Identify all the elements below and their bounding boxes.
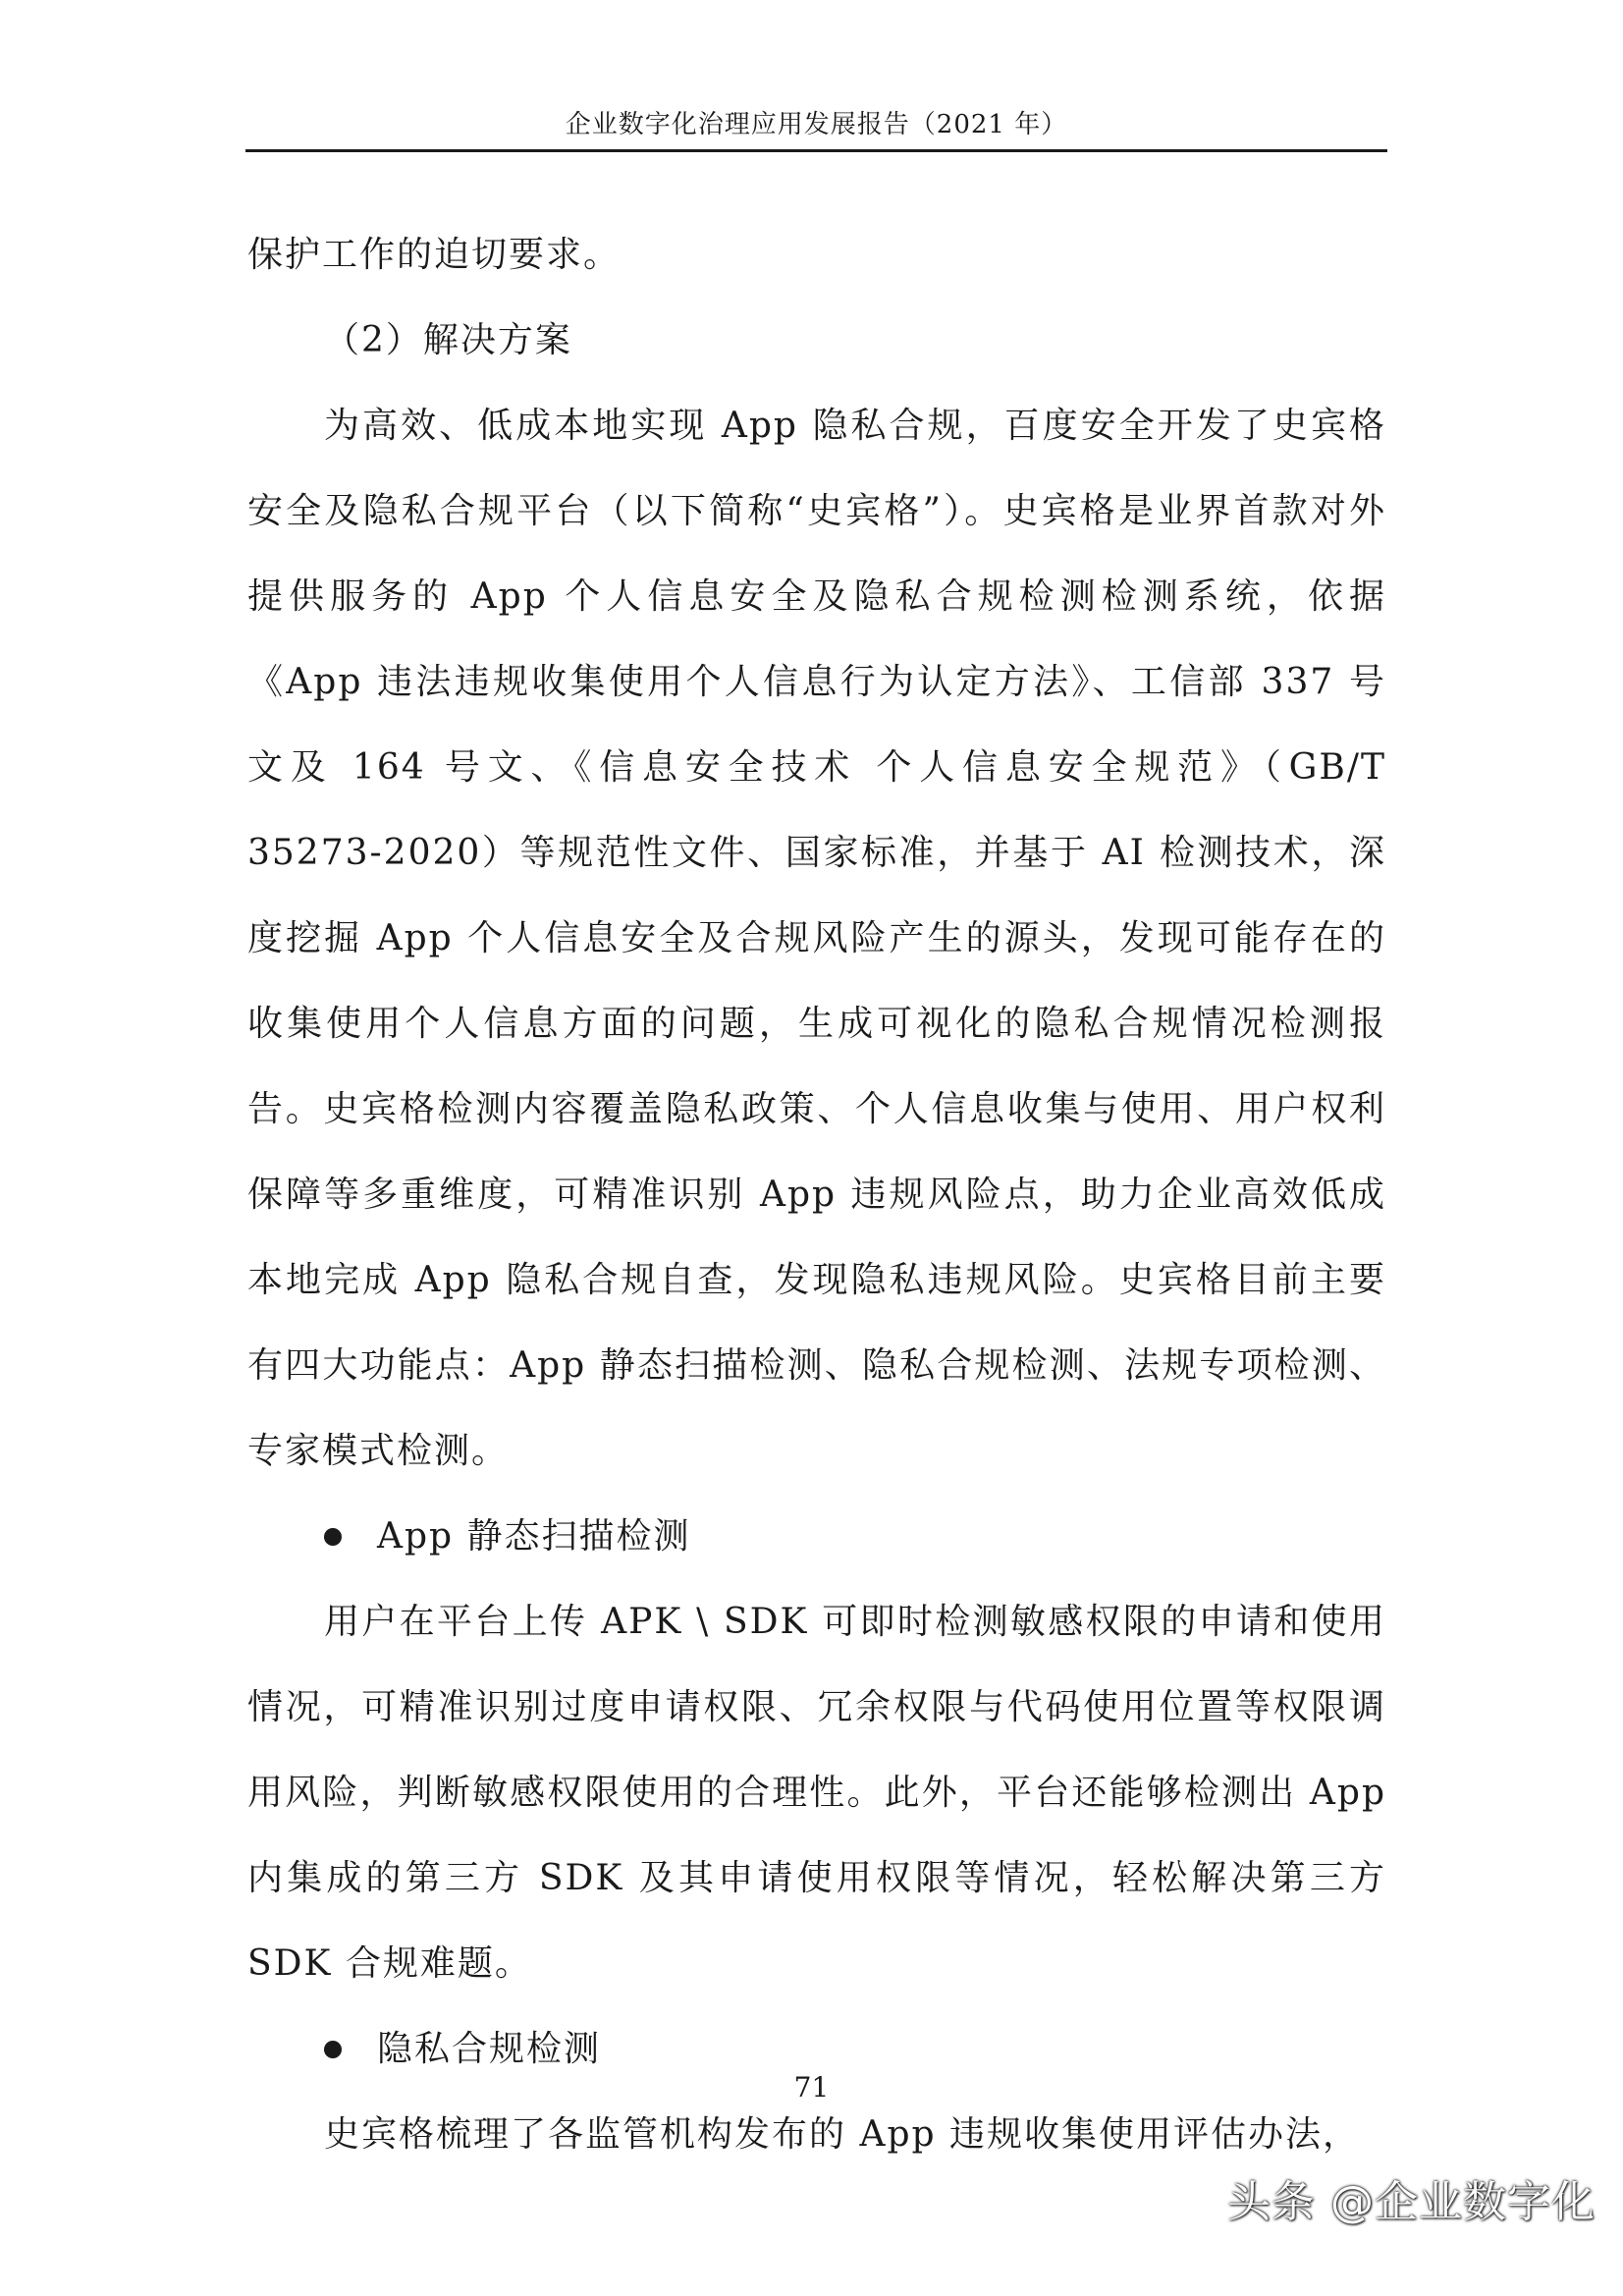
bullet-label: 隐私合规检测 (377, 2029, 602, 2069)
page-number: 71 (793, 2071, 830, 2104)
bullet-label: App 静态扫描检测 (377, 1516, 691, 1557)
bullet-dot-icon (324, 1528, 342, 1546)
section-subheading: （2）解决方案 (324, 320, 572, 360)
bullet-item-static-scan (247, 1494, 1386, 1579)
paragraph-continuation: 保护工作的迫切要求。 (247, 235, 622, 275)
bullet-dot-icon (324, 2041, 342, 2058)
page-body (247, 212, 1386, 2177)
paragraph-static-scan: 用户在平台上传 APK \ SDK 可即时检测敏感权限的申请和使用情况，可精准识别过度申请权限、冗余权限与代码使用位置等权限调用风险，判断敏感权限使用的合理性。此外，平台还能够检测出 App 内集成的第三方 SDK 及其申请使用权限等情况，轻松解决第三方 SDK 合规难题。 (247, 1602, 1386, 1984)
watermark-text: 头条 @企业数字化 (1227, 2177, 1596, 2227)
running-header: 企业数字化治理应用发展报告（2021 年） (245, 110, 1387, 152)
paragraph-privacy-compliance: 史宾格梳理了各监管机构发布的 App 违规收集使用评估办法， (324, 2114, 1360, 2155)
paragraph-solution-intro: 为高效、低成本地实现 App 隐私合规，百度安全开发了史宾格安全及隐私合规平台（以下简称“史宾格”）。史宾格是业界首款对外提供服务的 App 个人信息安全及隐私合规检测检测系统，依据《App 违法违规收集使用个人信息行为认定方法》、工信部 337 号文及 164 号文、《信息安全技术 个人信息安全规范》（GB/T 35273-2020）等规范性文件、国家标准，并基于 AI 检测技术，深度挖掘 App 个人信息安全及合规风险产生的源头，发现可能存在的收集使用个人信息方面的问题，生成可视化的隐私合规情况检测报告。史宾格检测内容覆盖隐私政策、个人信息收集与使用、用户权利保障等多重维度，可精准识别 App 违规风险点，助力企业高效低成本地完成 App 隐私合规自查，发现隐私违规风险。史宾格目前主要有四大功能点：App 静态扫描检测、隐私合规检测、法规专项检测、专家模式检测。 (247, 406, 1386, 1471)
